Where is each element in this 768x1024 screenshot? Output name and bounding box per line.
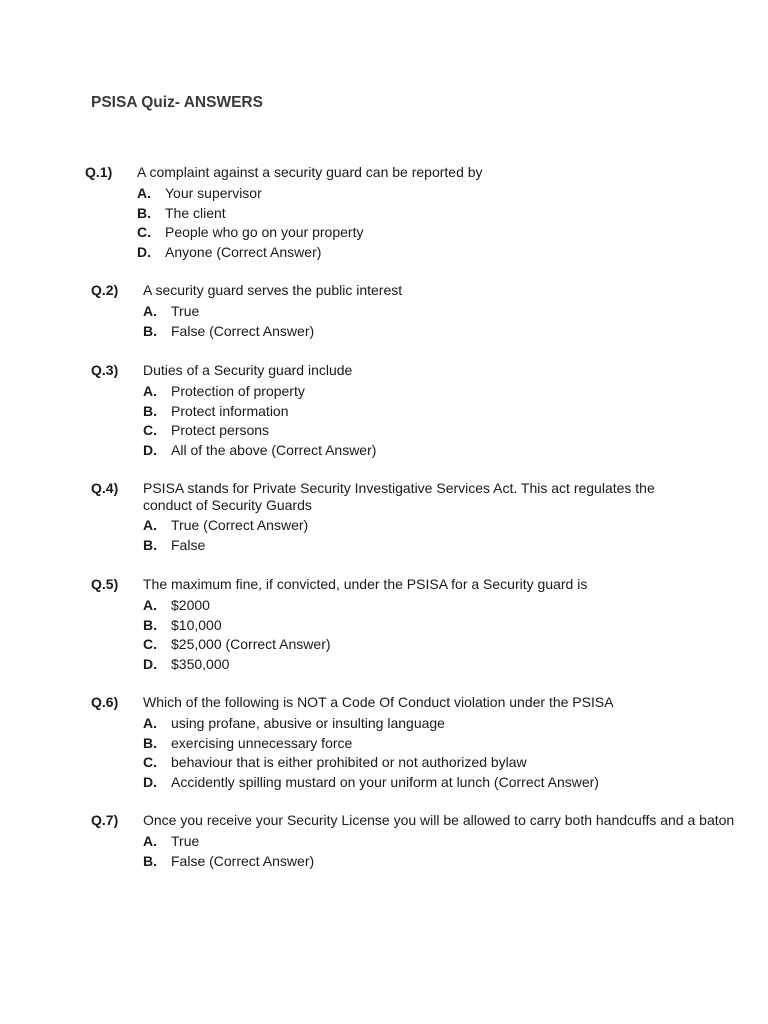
question-number: Q.7)	[91, 812, 119, 828]
option-letter: C.	[143, 422, 157, 438]
option-text: People who go on your property	[165, 224, 364, 240]
option-text: True	[171, 833, 200, 849]
option-text: Anyone (Correct Answer)	[165, 243, 322, 260]
option-letter: D.	[137, 243, 151, 260]
option-text: True (Correct Answer)	[171, 517, 309, 533]
option-letter: A.	[143, 303, 157, 319]
question-5	[91, 576, 711, 676]
option-text: False (Correct Answer)	[171, 852, 315, 869]
option-text: behaviour that is either prohibited or not authorized bylaw	[171, 754, 527, 770]
option-text: Your supervisor	[165, 185, 262, 201]
question-text: A security guard serves the public interest	[143, 282, 403, 298]
question-number: Q.2)	[91, 282, 119, 298]
question-number: Q.1)	[85, 164, 113, 180]
question-text: Duties of a Security guard include	[143, 362, 353, 378]
option-text: Protect information	[171, 402, 289, 419]
question-text: The maximum fine, if convicted, under the PSISA for a Security guard is	[143, 576, 588, 592]
question-1	[85, 164, 705, 264]
option-text: The client	[165, 204, 226, 221]
option-letter: A.	[143, 715, 157, 731]
question-4	[91, 480, 711, 560]
question-number: Q.6)	[91, 694, 119, 710]
option-text: False	[171, 536, 206, 553]
option-letter: B.	[143, 322, 157, 339]
question-number: Q.3)	[91, 362, 119, 378]
option-letter: A.	[143, 597, 157, 613]
option-text: $10,000	[171, 616, 222, 633]
option-letter: B.	[143, 734, 157, 751]
question-6	[91, 694, 711, 794]
option-letter: B.	[143, 616, 157, 633]
option-text: True	[171, 303, 200, 319]
option-letter: D.	[143, 655, 157, 672]
option-text: using profane, abusive or insulting language	[171, 715, 445, 731]
question-text: A complaint against a security guard can be reported by	[137, 164, 483, 180]
option-letter: B.	[143, 402, 157, 419]
option-letter: D.	[143, 441, 157, 458]
option-text: False (Correct Answer)	[171, 322, 315, 339]
question-text: Which of the following is NOT a Code Of Conduct violation under the PSISA	[143, 694, 614, 710]
option-letter: A.	[143, 383, 157, 399]
option-letter: B.	[137, 204, 151, 221]
option-text: $2000	[171, 597, 210, 613]
option-letter: A.	[143, 517, 157, 533]
question-text: Once you receive your Security License you will be allowed to carry both handcuffs and a baton	[143, 812, 735, 828]
question-3	[91, 362, 711, 462]
option-text: $25,000 (Correct Answer)	[171, 636, 331, 652]
option-text: All of the above (Correct Answer)	[171, 441, 377, 458]
option-text: $350,000	[171, 655, 230, 672]
option-letter: C.	[137, 224, 151, 240]
option-text: Protect persons	[171, 422, 270, 438]
option-text: exercising unnecessary force	[171, 734, 353, 751]
option-letter: A.	[143, 833, 157, 849]
option-letter: C.	[143, 636, 157, 652]
page-title: PSISA Quiz- ANSWERS	[91, 94, 263, 111]
option-text: Protection of property	[171, 383, 305, 399]
question-2	[91, 282, 711, 342]
question-7	[91, 812, 741, 872]
option-letter: C.	[143, 754, 157, 770]
question-number: Q.4)	[91, 480, 119, 496]
option-letter: A.	[137, 185, 151, 201]
option-letter: B.	[143, 852, 157, 869]
option-letter: B.	[143, 536, 157, 553]
question-number: Q.5)	[91, 576, 119, 592]
option-letter: D.	[143, 773, 157, 790]
option-text: Accidently spilling mustard on your uniform at lunch (Correct Answer)	[171, 773, 599, 790]
question-text: PSISA stands for Private Security Investigative Services Act. This act regulates the conduct of Security Guards	[143, 480, 655, 513]
